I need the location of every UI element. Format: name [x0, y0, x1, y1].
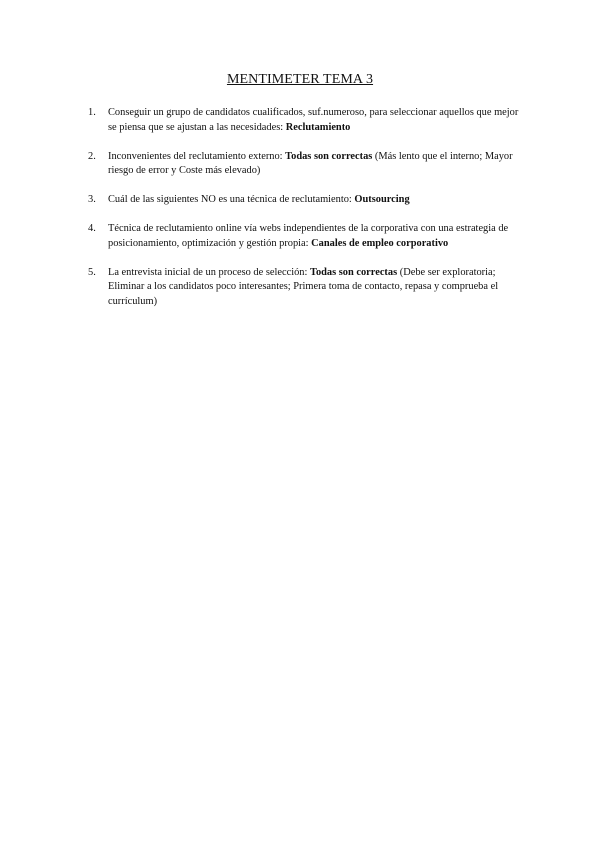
item-number: 5.: [88, 266, 96, 278]
list-item: [88, 222, 528, 251]
list-item: [88, 266, 528, 310]
item-answer: Outsourcing: [354, 194, 410, 205]
list-item: [88, 150, 528, 179]
item-extra: (Más lento que el interno; Mayor riesgo de error y Coste más elevado): [108, 150, 513, 176]
item-answer: Canales de empleo corporativo: [311, 237, 449, 249]
item-question: Cuál de las siguientes NO es una técnica de reclutamiento:: [108, 194, 355, 205]
item-question: La entrevista inicial de un proceso de selección:: [108, 266, 310, 278]
list-item: [88, 193, 528, 208]
item-extra: (Debe ser exploratoria; Eliminar a los candidatos poco interesantes; Primera toma de contacto, repasa y comprueba el currículum): [108, 266, 499, 307]
item-number: 3.: [88, 194, 96, 205]
list-item: [88, 106, 528, 135]
item-answer: Todas son correctas: [285, 150, 373, 162]
item-question: Inconvenientes del reclutamiento externo:: [108, 150, 286, 162]
item-answer: Reclutamiento: [285, 121, 351, 133]
page-title: MENTIMETER TEMA 3: [226, 72, 374, 87]
item-question: Conseguir un grupo de candidatos cualificados, suf.numeroso, para seleccionar aquellos que mejor se piensa que se ajustan a las necesidades:: [108, 107, 519, 133]
item-question: Técnica de reclutamiento online vía webs independientes de la corporativa con una estrategia de posicionamiento, optimización y gestión propia:: [108, 223, 509, 249]
item-number: 1.: [88, 107, 96, 118]
item-answer: Todas son correctas: [309, 266, 398, 278]
item-number: 2.: [88, 150, 96, 162]
question-list: [88, 106, 528, 324]
item-number: 4.: [88, 223, 96, 234]
